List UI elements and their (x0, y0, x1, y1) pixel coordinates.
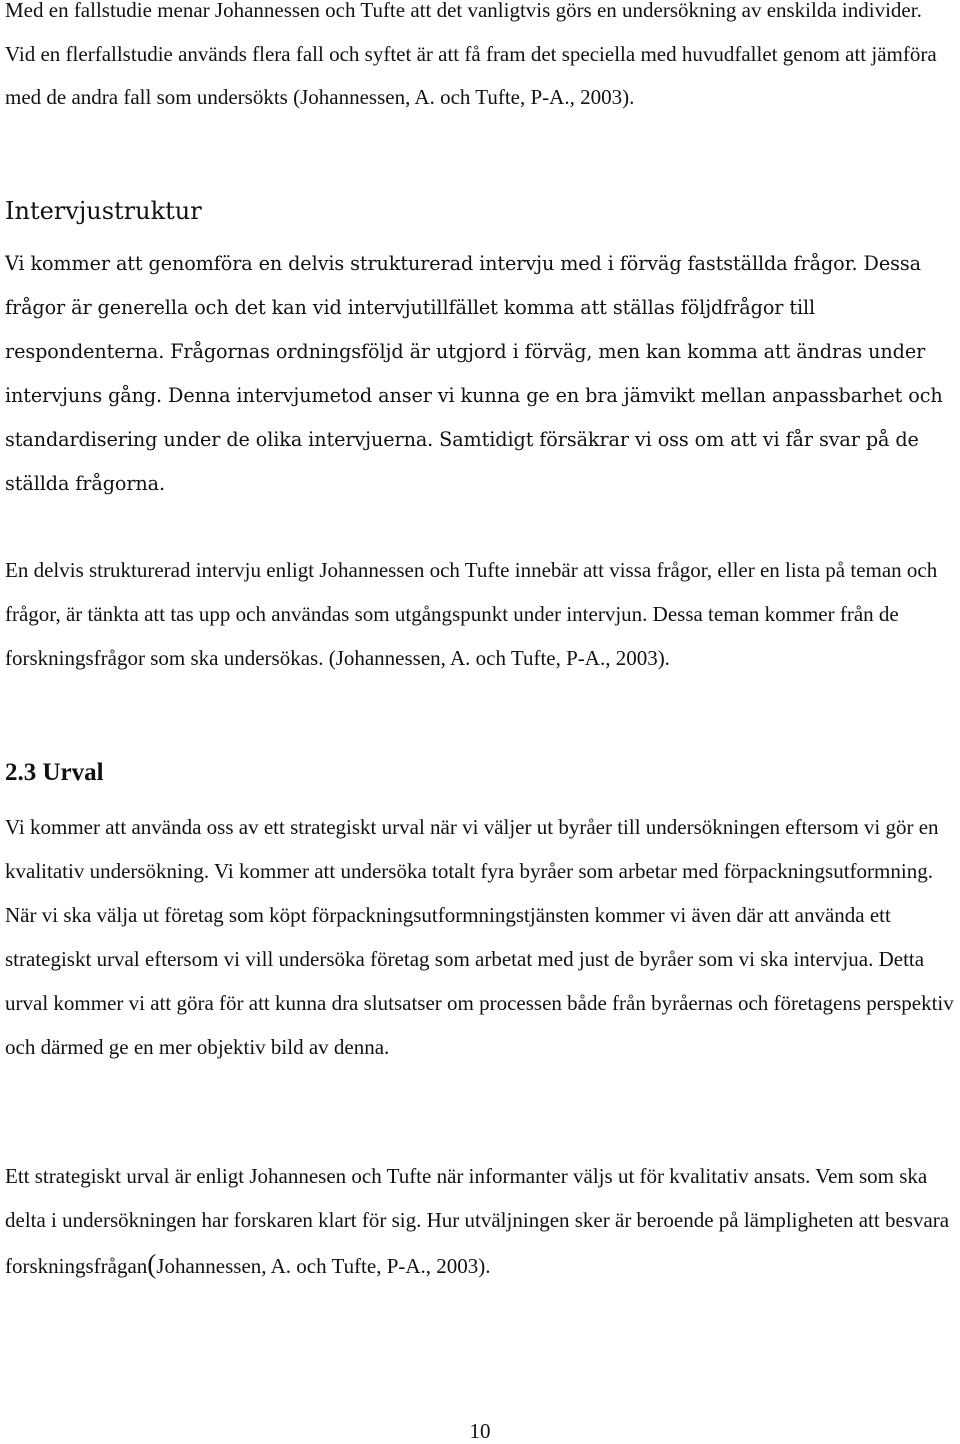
paragraph-intervju-metod: Vi kommer att genomföra en delvis strukturerad intervju med i förväg fastställda frågor. Dessa frågor är generella och det kan vid intervjutillfället komma att ställas följdfrågor till respondenterna. Frågornas ordningsföljd är utgjord i förväg, men kan komma att ändras under intervjuns gång. Denna intervjumetod anser vi kunna ge en bra jämvikt mellan anpassbarhet och standardisering under de olika intervjuerna. Samtidigt försäkrar vi oss om att vi får svar på de ställda frågorna. (5, 252, 943, 495)
paragraph-delvis-strukturerad-intervju: En delvis strukturerad intervju enligt Johannessen och Tufte innebär att vissa frågor, eller en lista på teman och frågor, är tänkta att tas upp och användas som utgångspunkt under intervjun. Dessa teman kommer från de forskningsfrågor som ska undersökas. (Johannessen, A. och Tufte, P-A., 2003). (5, 558, 938, 670)
paragraph-main-text: Ett strategiskt urval är enligt Johannesen och Tufte när informanter väljs ut för kvalitativ ansats. Vem som ska delta i undersökningen har forskaren klart för sig. Hur utväljningen sker är beroende på lämpligheten att besvara forskningsfrågan (5, 1164, 950, 1278)
heading-intervjustruktur: Intervjustruktur (5, 197, 202, 225)
paragraph-fallstudie: Med en fallstudie menar Johannessen och Tufte att det vanligtvis görs en undersökning av enskilda individer. Vid en flerfallstudie används flera fall och syftet är att få fram det speciella med huvudfallet genom att jämföra med de andra fall som undersökts (Johannessen, A. och Tufte, P-A., 2003). (5, 0, 937, 109)
citation-text: Johannessen, A. och Tufte, P-A., 2003). (156, 1254, 491, 1278)
paragraph-strategiskt-urval: Vi kommer att använda oss av ett strategiskt urval när vi väljer ut byråer till undersökningen eftersom vi gör en kvalitativ undersökning. Vi kommer att undersöka totalt fyra byråer som arbetar med förpackningsutformning. När vi ska välja ut företag som köpt förpackningsutformningstjänsten kommer vi även där att använda ett strategiskt urval eftersom vi vill undersöka företag som arbetat med just de byråer som vi ska intervjua. Detta urval kommer vi att göra för att kunna dra slutsatser om processen både från byråernas och företagens perspektiv och därmed ge en mer objektiv bild av denna. (5, 815, 954, 1059)
paragraph-strategiskt-urval-definition (5, 1154, 955, 1288)
heading-urval: 2.3 Urval (5, 759, 104, 786)
page-number: 10 (469, 1419, 491, 1443)
opening-parenthesis: ( (147, 1249, 157, 1279)
